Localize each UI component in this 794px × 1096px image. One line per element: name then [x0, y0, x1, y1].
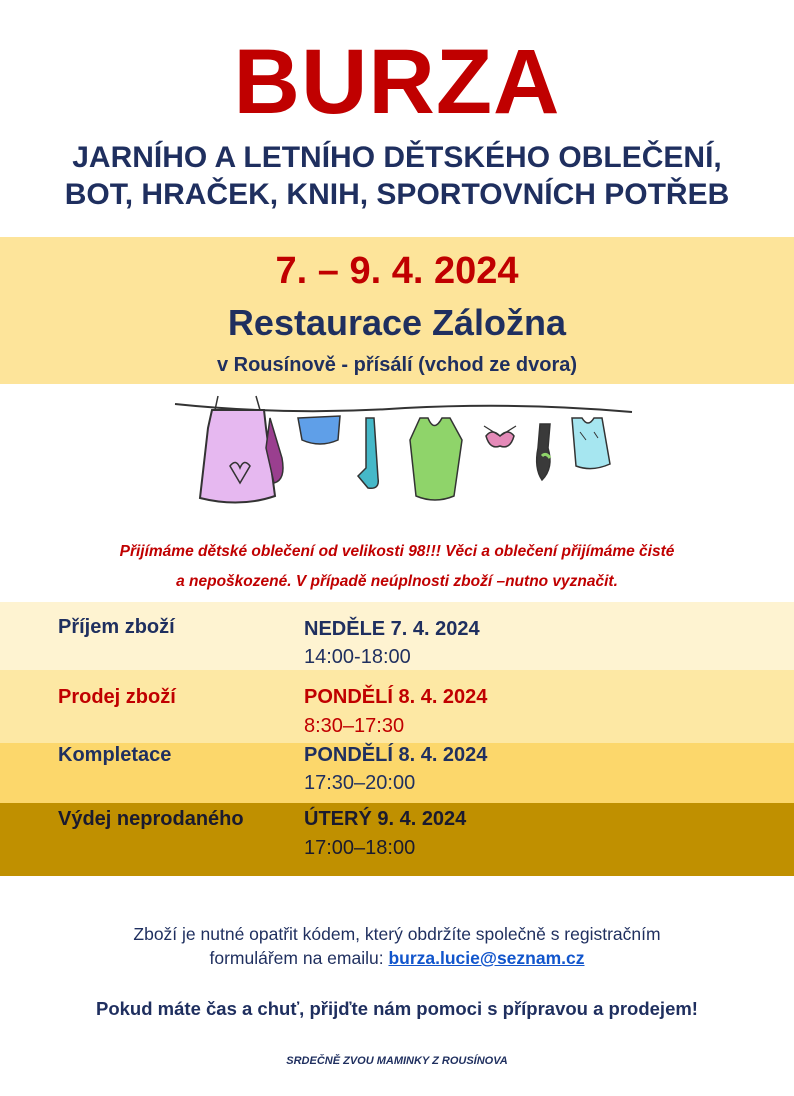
schedule-row-completion [0, 743, 794, 803]
schedule-time: 17:00–18:00 [304, 837, 416, 859]
event-venue: Restaurace Záložna [227, 302, 567, 343]
info-line-1: Zboží je nutné opatřit kódem, který obdržíte společně s registračním [133, 924, 661, 944]
event-venue-detail: v Rousínově - přísálí (vchod ze dvora) [216, 354, 578, 376]
schedule-day: ÚTERÝ 9. 4. 2024 [304, 808, 467, 830]
schedule-label: Prodej zboží [58, 686, 176, 708]
schedule-label: Příjem zboží [58, 616, 175, 638]
schedule-day: NEDĚLE 7. 4. 2024 [304, 618, 480, 640]
email-link[interactable]: burza.lucie@seznam.cz [388, 948, 585, 968]
clothesline-icon [170, 388, 640, 513]
notice-line-2: a nepoškozené. V případě neúplnosti zboží –nutno vyznačit. [176, 573, 618, 590]
page-title: BURZA [233, 31, 561, 133]
schedule-time: 17:30–20:00 [304, 772, 416, 794]
schedule-label: Výdej neprodaného [58, 808, 244, 830]
schedule-time: 8:30–17:30 [304, 715, 405, 737]
subtitle-line-1: JARNÍHO A LETNÍHO DĚTSKÉHO OBLEČENÍ, [72, 141, 722, 174]
footer-signature: SRDEČNĚ ZVOU MAMINKY Z ROUSÍNOVA [286, 1055, 508, 1067]
info-line-2 [0, 946, 794, 970]
schedule-row-sale [0, 670, 794, 743]
info-line-2-prefix: formulářem na emailu: [209, 948, 389, 968]
subtitle-line-2: BOT, HRAČEK, KNIH, SPORTOVNÍCH POTŘEB [64, 178, 730, 211]
help-invitation: Pokud máte čas a chuť, přijďte nám pomoci s přípravou a prodejem! [96, 998, 698, 1019]
event-dates: 7. – 9. 4. 2024 [275, 250, 519, 292]
schedule-label: Kompletace [58, 744, 172, 766]
schedule-row-return [0, 803, 794, 876]
schedule-day: PONDĚLÍ 8. 4. 2024 [304, 686, 488, 708]
notice-line-1: Přijímáme dětské oblečení od velikosti 98!!! Věci a oblečení přijímáme čisté [119, 543, 675, 560]
schedule-day: PONDĚLÍ 8. 4. 2024 [304, 744, 488, 766]
schedule-row-intake [0, 602, 794, 670]
schedule-time: 14:00-18:00 [304, 646, 411, 668]
